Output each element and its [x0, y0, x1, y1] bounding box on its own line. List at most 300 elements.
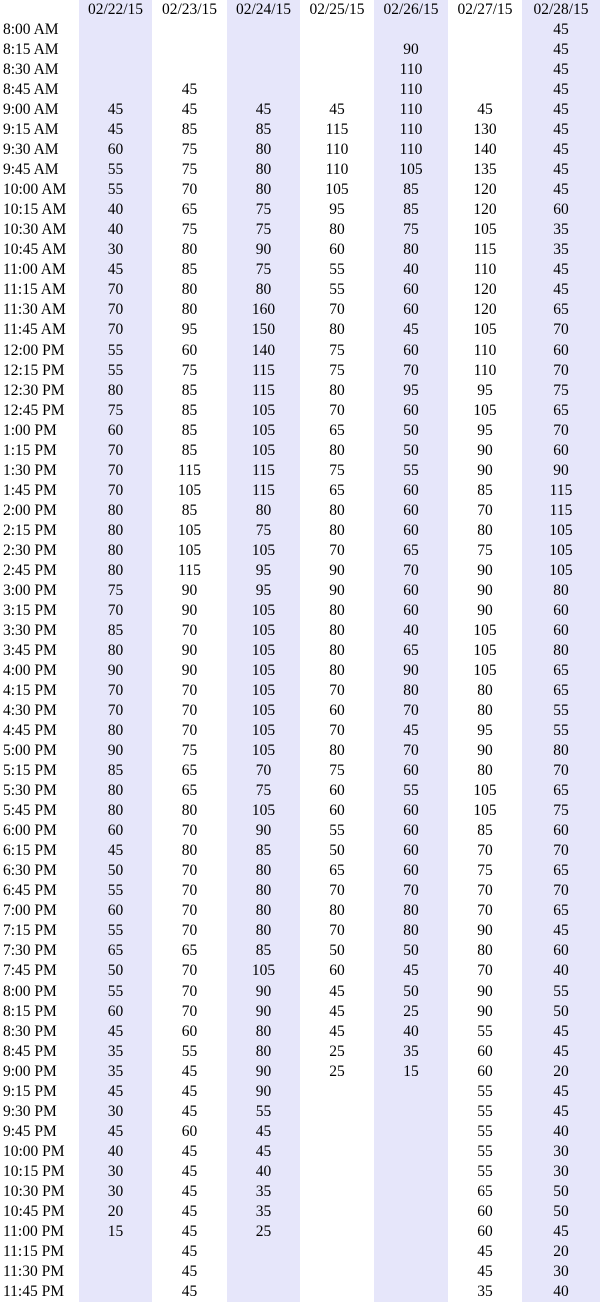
- value-cell: 45: [181, 1102, 198, 1120]
- value-cell: [79, 60, 152, 80]
- value-cell: 105: [177, 521, 202, 539]
- value-cell: 110: [473, 361, 497, 379]
- table-row: [0, 341, 600, 361]
- value-cell: 130: [473, 121, 497, 139]
- time-label: 4:45 PM: [3, 722, 57, 740]
- table-row: [0, 80, 600, 100]
- value-cell: 65: [522, 901, 600, 921]
- value-cell: 85: [227, 941, 300, 961]
- value-cell: 80: [374, 240, 448, 260]
- value-cell: [374, 1122, 448, 1142]
- time-label: 8:45 AM: [3, 81, 59, 99]
- table-row: [0, 20, 600, 40]
- table-row: [0, 240, 600, 260]
- table-row: [0, 741, 600, 761]
- value-cell: 20: [522, 1062, 600, 1082]
- table-row: [0, 621, 600, 641]
- value-cell: 45: [374, 320, 448, 340]
- value-cell: 75: [181, 361, 198, 379]
- value-cell: 70: [477, 962, 493, 980]
- time-label: 9:00 AM: [3, 101, 59, 119]
- value-cell: 45: [329, 982, 345, 1000]
- value-cell: 35: [374, 1042, 448, 1062]
- time-label: 7:15 PM: [3, 922, 57, 940]
- value-cell: 60: [374, 841, 448, 861]
- value-cell: 40: [374, 260, 448, 280]
- value-cell: 105: [227, 601, 300, 621]
- table-row: [0, 1122, 600, 1142]
- value-cell: 55: [79, 982, 152, 1002]
- value-cell: 70: [79, 701, 152, 721]
- value-cell: 50: [522, 1002, 600, 1022]
- value-cell: 75: [227, 200, 300, 220]
- table-row: [0, 361, 600, 381]
- value-cell: 90: [181, 601, 198, 619]
- time-label: 10:45 PM: [3, 1202, 65, 1220]
- value-cell: 55: [477, 1142, 493, 1160]
- value-cell: 35: [79, 1062, 152, 1082]
- value-cell: 110: [325, 141, 349, 159]
- value-cell: 80: [181, 281, 198, 299]
- value-cell: 60: [329, 241, 345, 259]
- value-cell: 60: [79, 140, 152, 160]
- value-cell: 70: [522, 421, 600, 441]
- value-cell: 115: [227, 381, 300, 401]
- time-label: 3:45 PM: [3, 641, 57, 659]
- value-cell: 45: [181, 1282, 198, 1300]
- value-cell: 80: [79, 381, 152, 401]
- value-cell: 50: [329, 842, 345, 860]
- value-cell: 70: [79, 481, 152, 501]
- table-row: [0, 260, 600, 280]
- value-cell: [300, 60, 374, 80]
- value-cell: 70: [181, 682, 198, 700]
- value-cell: [300, 1162, 374, 1182]
- value-cell: 95: [227, 581, 300, 601]
- value-cell: 60: [522, 941, 600, 961]
- time-label: 1:00 PM: [3, 421, 57, 439]
- table-row: [0, 921, 600, 941]
- table-row: [0, 320, 600, 340]
- value-cell: 105: [473, 401, 497, 419]
- time-label: 10:00 AM: [3, 181, 67, 199]
- value-cell: 80: [79, 641, 152, 661]
- table-row: [0, 100, 600, 120]
- value-cell: 105: [227, 701, 300, 721]
- value-cell: 70: [477, 501, 493, 519]
- date-header: 02/24/15: [227, 0, 300, 20]
- table-row: [0, 1102, 600, 1122]
- value-cell: 75: [227, 260, 300, 280]
- value-cell: 55: [522, 721, 600, 741]
- value-cell: 60: [477, 1202, 493, 1220]
- value-cell: 70: [329, 541, 345, 559]
- value-cell: 75: [79, 581, 152, 601]
- value-cell: 80: [227, 140, 300, 160]
- table-row: [0, 140, 600, 160]
- value-cell: 60: [374, 861, 448, 881]
- value-cell: 90: [181, 581, 198, 599]
- time-label: 2:30 PM: [3, 541, 57, 559]
- value-cell: 55: [477, 1082, 493, 1100]
- value-cell: 30: [522, 1262, 600, 1282]
- value-cell: 55: [329, 822, 345, 840]
- value-cell: 70: [374, 361, 448, 381]
- time-label: 8:30 AM: [3, 61, 59, 79]
- value-cell: [374, 1262, 448, 1282]
- value-cell: 55: [522, 701, 600, 721]
- value-cell: 90: [477, 922, 493, 940]
- value-cell: 90: [477, 601, 493, 619]
- value-cell: 75: [329, 762, 345, 780]
- table-row: [0, 200, 600, 220]
- time-label: 4:30 PM: [3, 702, 57, 720]
- time-label: 7:30 PM: [3, 942, 57, 960]
- value-cell: 80: [329, 902, 345, 920]
- table-row: [0, 881, 600, 901]
- table-row: [0, 160, 600, 180]
- value-cell: 60: [477, 1042, 493, 1060]
- value-cell: 85: [79, 761, 152, 781]
- value-cell: 110: [374, 80, 448, 100]
- table-row: [0, 641, 600, 661]
- value-cell: 45: [79, 1122, 152, 1142]
- value-cell: [300, 1262, 374, 1282]
- table-row: [0, 982, 600, 1002]
- value-cell: 45: [522, 260, 600, 280]
- value-cell: 90: [227, 240, 300, 260]
- value-cell: 70: [79, 461, 152, 481]
- value-cell: 75: [181, 221, 198, 239]
- value-cell: 115: [178, 461, 201, 479]
- value-cell: 50: [374, 941, 448, 961]
- value-cell: [79, 1242, 152, 1262]
- value-cell: 55: [477, 1162, 493, 1180]
- value-cell: 105: [227, 401, 300, 421]
- value-cell: 90: [477, 982, 493, 1000]
- value-cell: 75: [522, 381, 600, 401]
- value-cell: 50: [329, 942, 345, 960]
- value-cell: 105: [227, 641, 300, 661]
- value-cell: 55: [79, 160, 152, 180]
- value-cell: 70: [79, 320, 152, 340]
- value-cell: 60: [522, 821, 600, 841]
- value-cell: 45: [522, 60, 600, 80]
- value-cell: 15: [374, 1062, 448, 1082]
- value-cell: 105: [473, 782, 497, 800]
- value-cell: 25: [374, 1002, 448, 1022]
- value-cell: 45: [181, 1162, 198, 1180]
- value-cell: [374, 1282, 448, 1302]
- value-cell: 80: [227, 501, 300, 521]
- time-label: 10:00 PM: [3, 1142, 65, 1160]
- value-cell: 115: [522, 501, 600, 521]
- value-cell: 105: [177, 541, 202, 559]
- value-cell: 70: [329, 301, 345, 319]
- table-row: [0, 961, 600, 981]
- value-cell: 85: [227, 120, 300, 140]
- value-cell: 85: [181, 401, 198, 419]
- table-row: [0, 481, 600, 501]
- value-cell: 50: [374, 982, 448, 1002]
- value-cell: 45: [522, 140, 600, 160]
- table-row: [0, 801, 600, 821]
- time-label: 10:30 AM: [3, 221, 67, 239]
- value-cell: 70: [79, 280, 152, 300]
- value-cell: [300, 1202, 374, 1222]
- value-cell: 60: [374, 280, 448, 300]
- time-label: 11:30 AM: [3, 301, 66, 319]
- value-cell: 80: [227, 1022, 300, 1042]
- value-cell: 65: [329, 862, 345, 880]
- table-row: [0, 1022, 600, 1042]
- value-cell: 80: [79, 501, 152, 521]
- value-cell: [374, 1142, 448, 1162]
- value-cell: 60: [522, 621, 600, 641]
- value-cell: 45: [522, 20, 600, 40]
- value-cell: 70: [522, 881, 600, 901]
- value-cell: 65: [374, 541, 448, 561]
- value-cell: 45: [329, 1022, 345, 1040]
- table-row: [0, 1262, 600, 1282]
- value-cell: 105: [325, 181, 349, 199]
- table-row: [0, 120, 600, 140]
- value-cell: 40: [374, 1022, 448, 1042]
- value-cell: 85: [374, 180, 448, 200]
- value-cell: 60: [477, 1062, 493, 1080]
- time-label: 5:30 PM: [3, 782, 57, 800]
- value-cell: 80: [227, 861, 300, 881]
- value-cell: 70: [329, 401, 345, 419]
- value-cell: 80: [227, 901, 300, 921]
- value-cell: 70: [181, 822, 198, 840]
- value-cell: 40: [227, 1162, 300, 1182]
- value-cell: 80: [227, 1042, 300, 1062]
- time-label: 9:45 AM: [3, 161, 59, 179]
- value-cell: 20: [522, 1242, 600, 1262]
- table-row: [0, 681, 600, 701]
- value-cell: 35: [522, 220, 600, 240]
- table-row: [0, 941, 600, 961]
- value-cell: 50: [79, 861, 152, 881]
- table-row: [0, 861, 600, 881]
- value-cell: 120: [473, 281, 497, 299]
- value-cell: 55: [329, 261, 345, 279]
- value-cell: 80: [79, 521, 152, 541]
- value-cell: 60: [329, 782, 345, 800]
- value-cell: 45: [181, 1062, 198, 1080]
- date-header: 02/26/15: [374, 0, 448, 20]
- value-cell: 105: [227, 541, 300, 561]
- value-cell: 30: [79, 1162, 152, 1182]
- value-cell: 60: [79, 1002, 152, 1022]
- value-cell: [300, 1122, 374, 1142]
- value-cell: 55: [477, 1022, 493, 1040]
- date-header: 02/27/15: [457, 1, 513, 18]
- value-cell: 65: [477, 1182, 493, 1200]
- date-header: 02/22/15: [79, 0, 152, 20]
- value-cell: 40: [79, 1142, 152, 1162]
- value-cell: 105: [473, 321, 497, 339]
- value-cell: 90: [329, 581, 345, 599]
- table-row: [0, 60, 600, 80]
- value-cell: 40: [79, 220, 152, 240]
- time-label: 6:00 PM: [3, 822, 57, 840]
- value-cell: 45: [522, 1222, 600, 1242]
- value-cell: 55: [477, 1122, 493, 1140]
- table-row: [0, 180, 600, 200]
- value-cell: [152, 60, 227, 80]
- value-cell: 65: [522, 300, 600, 320]
- value-cell: 80: [227, 160, 300, 180]
- table-row: [0, 1242, 600, 1262]
- time-label: 11:45 PM: [3, 1282, 65, 1300]
- value-cell: 95: [181, 321, 198, 339]
- value-cell: 85: [181, 421, 198, 439]
- value-cell: 70: [181, 702, 198, 720]
- value-cell: 85: [181, 261, 198, 279]
- time-label: 11:45 AM: [3, 321, 66, 339]
- value-cell: 75: [329, 361, 345, 379]
- value-cell: 90: [79, 741, 152, 761]
- value-cell: 80: [79, 561, 152, 581]
- value-cell: [448, 80, 522, 100]
- time-label: 4:15 PM: [3, 682, 57, 700]
- value-cell: 95: [477, 381, 493, 399]
- value-cell: 45: [79, 260, 152, 280]
- value-cell: [300, 1102, 374, 1122]
- value-cell: [152, 40, 227, 60]
- date-header: 02/28/15: [522, 0, 600, 20]
- value-cell: 65: [181, 942, 198, 960]
- time-label: 8:00 PM: [3, 982, 57, 1000]
- value-cell: 70: [181, 962, 198, 980]
- value-cell: 45: [227, 1122, 300, 1142]
- time-label: 8:30 PM: [3, 1022, 57, 1040]
- value-cell: 65: [181, 201, 198, 219]
- value-cell: 45: [227, 100, 300, 120]
- value-cell: [79, 40, 152, 60]
- table-row: [0, 1222, 600, 1242]
- value-cell: 105: [227, 661, 300, 681]
- date-header: 02/23/15: [161, 1, 218, 18]
- value-cell: 65: [374, 641, 448, 661]
- time-label: 6:15 PM: [3, 842, 57, 860]
- value-cell: 105: [227, 621, 300, 641]
- value-cell: 80: [329, 221, 345, 239]
- value-cell: 70: [329, 882, 345, 900]
- value-cell: [374, 1242, 448, 1262]
- value-cell: 110: [473, 261, 497, 279]
- value-cell: 50: [374, 421, 448, 441]
- value-cell: 60: [181, 341, 198, 359]
- value-cell: 60: [79, 901, 152, 921]
- value-cell: 85: [477, 822, 493, 840]
- value-cell: 60: [329, 802, 345, 820]
- value-cell: 45: [79, 1082, 152, 1102]
- value-cell: 45: [181, 1242, 198, 1260]
- value-cell: [300, 1282, 374, 1302]
- value-cell: 45: [329, 101, 345, 119]
- value-cell: 30: [79, 240, 152, 260]
- value-cell: 55: [181, 1042, 198, 1060]
- value-cell: 115: [227, 461, 300, 481]
- value-cell: 140: [473, 141, 497, 159]
- time-label: 9:15 PM: [3, 1082, 57, 1100]
- value-cell: 45: [522, 180, 600, 200]
- value-cell: 45: [79, 120, 152, 140]
- value-cell: 65: [79, 941, 152, 961]
- value-cell: 45: [522, 1102, 600, 1122]
- time-label: 5:00 PM: [3, 742, 57, 760]
- value-cell: 75: [181, 161, 198, 179]
- table-row: [0, 220, 600, 240]
- value-cell: [227, 80, 300, 100]
- date-header: 02/25/15: [309, 1, 365, 18]
- table-row: [0, 841, 600, 861]
- value-cell: 80: [329, 441, 345, 459]
- value-cell: 75: [227, 781, 300, 801]
- value-cell: 110: [374, 60, 448, 80]
- value-cell: 55: [329, 281, 345, 299]
- value-cell: 115: [325, 121, 349, 139]
- value-cell: 45: [477, 1242, 493, 1260]
- value-cell: 120: [473, 181, 497, 199]
- value-cell: 90: [79, 661, 152, 681]
- table-row: [0, 501, 600, 521]
- value-cell: 60: [374, 601, 448, 621]
- value-cell: [79, 1262, 152, 1282]
- value-cell: 105: [473, 662, 497, 680]
- value-cell: 60: [79, 421, 152, 441]
- table-row: [0, 1202, 600, 1222]
- value-cell: 85: [181, 381, 198, 399]
- table-row: [0, 1002, 600, 1022]
- value-cell: 75: [227, 521, 300, 541]
- value-cell: 110: [325, 161, 349, 179]
- value-cell: 60: [329, 962, 345, 980]
- table-row: [0, 441, 600, 461]
- value-cell: 105: [374, 160, 448, 180]
- time-label: 3:30 PM: [3, 621, 57, 639]
- value-cell: 35: [477, 1282, 493, 1300]
- value-cell: 120: [473, 201, 497, 219]
- value-cell: 105: [227, 441, 300, 461]
- value-cell: 60: [181, 1122, 198, 1140]
- value-cell: 105: [227, 421, 300, 441]
- time-label: 6:45 PM: [3, 882, 57, 900]
- value-cell: 90: [477, 1002, 493, 1020]
- time-label: 11:30 PM: [3, 1262, 65, 1280]
- table-row: [0, 40, 600, 60]
- value-cell: 40: [522, 961, 600, 981]
- time-label: 1:30 PM: [3, 461, 57, 479]
- value-cell: [79, 80, 152, 100]
- value-cell: 105: [177, 481, 202, 499]
- table-row: [0, 1042, 600, 1062]
- table-row: [0, 280, 600, 300]
- value-cell: 85: [374, 200, 448, 220]
- value-cell: 90: [374, 661, 448, 681]
- value-cell: [374, 1202, 448, 1222]
- value-cell: 90: [227, 1002, 300, 1022]
- value-cell: 50: [522, 1202, 600, 1222]
- value-cell: 70: [79, 681, 152, 701]
- value-cell: 45: [522, 1022, 600, 1042]
- value-cell: [152, 20, 227, 40]
- value-cell: 70: [374, 561, 448, 581]
- table-row: [0, 1062, 600, 1082]
